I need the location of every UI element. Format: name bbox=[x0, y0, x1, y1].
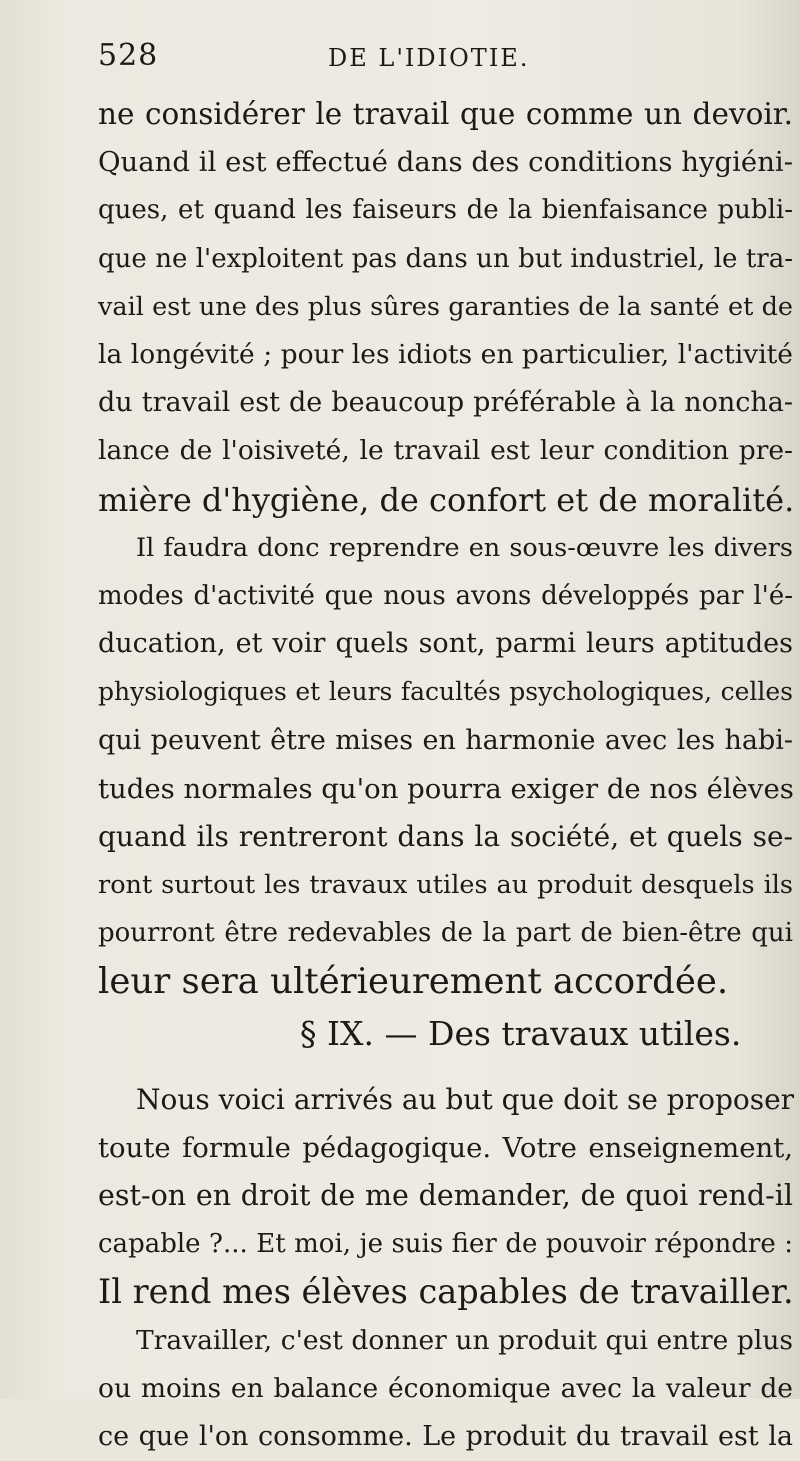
text-line: Nous voici arrivés au but que doit se proposer bbox=[136, 1082, 795, 1116]
text-line: la longévité ; pour les idiots en particulier, l'activité bbox=[98, 339, 793, 370]
text-line: capable ?... Et moi, je suis fier de pouvoir répondre : bbox=[98, 1229, 793, 1260]
text-line: toute formule pédagogique. Votre enseignement, bbox=[98, 1131, 793, 1164]
page-number: 528 bbox=[98, 38, 159, 73]
text-line: vail est une des plus sûres garanties de la santé et de bbox=[98, 291, 793, 322]
running-head: DE L'IDIOTIE. bbox=[328, 44, 530, 72]
text-line: ques, et quand les faiseurs de la bienfaisance publi- bbox=[98, 195, 793, 226]
text-line: lance de l'oisiveté, le travail est leur condition pre- bbox=[98, 435, 793, 467]
text-line: du travail est de beaucoup préférable à la noncha- bbox=[98, 387, 793, 419]
text-line: mière d'hygiène, de confort et de moralité. bbox=[98, 480, 795, 519]
text-line: Il faudra donc reprendre en sous-œuvre les divers bbox=[136, 532, 793, 563]
text-line: ne considérer le travail que comme un devoir. bbox=[98, 97, 793, 131]
text-line: pourront être redevables de la part de bien-être qui bbox=[98, 918, 793, 949]
text-line: Travailler, c'est donner un produit qui entre plus bbox=[136, 1324, 793, 1356]
text-line: modes d'activité que nous avons développés par l'é- bbox=[98, 581, 793, 611]
text-line: ce que l'on consomme. Le produit du travail est la bbox=[98, 1421, 793, 1453]
text-line: Il rend mes élèves capables de travailler. bbox=[98, 1272, 794, 1312]
text-line: ducation, et voir quels sont, parmi leurs aptitudes bbox=[98, 628, 793, 660]
text-line: que ne l'exploitent pas dans un but industriel, le tra- bbox=[98, 243, 793, 274]
text-line: leur sera ultérieurement accordée. bbox=[98, 960, 729, 1002]
page-header bbox=[98, 38, 738, 78]
text-line: quand ils rentreront dans la société, et quels se- bbox=[98, 820, 793, 853]
text-line: ou moins en balance économique avec la valeur de bbox=[98, 1372, 793, 1404]
text-line: physiologiques et leurs facultés psychologiques, celles bbox=[98, 677, 793, 707]
text-line: est-on en droit de me demander, de quoi rend-il bbox=[98, 1179, 793, 1213]
text-line: qui peuvent être mises en harmonie avec les habi- bbox=[98, 724, 793, 756]
section-heading: § IX. — Des travaux utiles. bbox=[300, 1013, 742, 1053]
text-line: ront surtout les travaux utiles au produit desquels ils bbox=[98, 870, 793, 901]
text-line: Quand il est effectué dans des conditions hygiéni- bbox=[98, 146, 793, 179]
text-line: tudes normales qu'on pourra exiger de nos élèves bbox=[98, 772, 794, 805]
